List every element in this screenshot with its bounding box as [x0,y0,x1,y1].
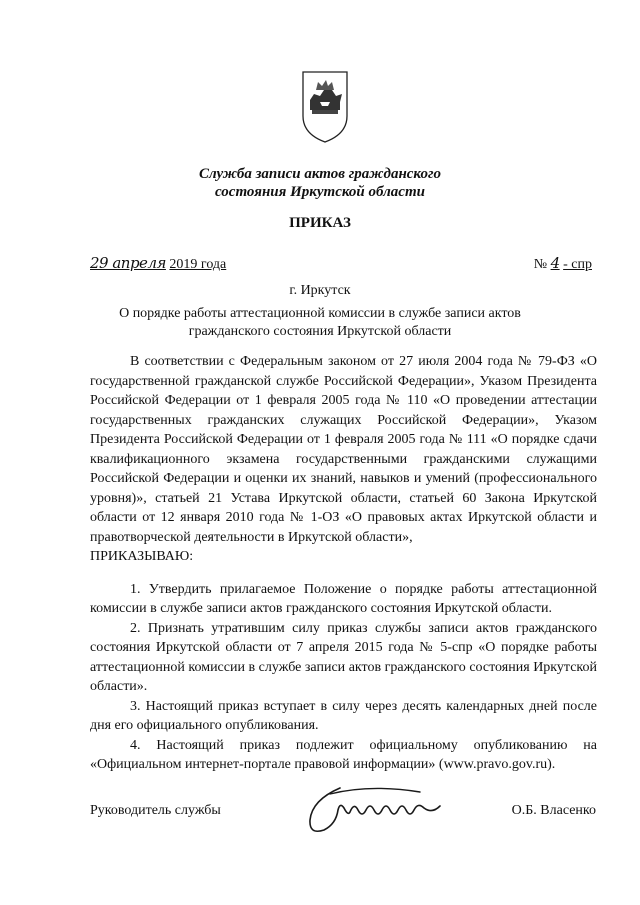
order-item-1: 1. Утвердить прилагаемое Положение о порядке работы аттестационной комиссии в службе записи актов гражданского состояния Иркутской области. [90,581,597,616]
handwritten-signature [300,780,475,840]
order-word: ПРИКАЗЫВАЮ: [90,549,194,564]
subject-line2: гражданского состояния Иркутской области [188,324,452,339]
signer-name: О.Б. Власенко [511,803,596,818]
document-body [90,352,597,775]
number-prefix: № [533,257,548,272]
signer-role: Руководитель службы [90,803,221,818]
handwritten-date: 29 апреля [90,254,166,272]
order-item-3: 3. Настоящий приказ вступает в силу через десять календарных дней после дня его официального опубликования. [90,698,597,733]
preamble: В соответствии с Федеральным законом от 27 июля 2004 года № 79-ФЗ «О государственной гражданской службе Российской Федерации», Указом Президента Российской Федерации от 1 февраля 2005 года № 110 «О проведении аттестации государственных гражданских служащих Российской Федерации», Указом Президента Российской Федерации от 1 февраля 2005 года № 111 «О порядке сдачи квалификационного экзамена государственными гражданскими служащими Российской Федерации и оценки их знаний, навыков и умений (профессионального уровня)», статьей 21 Устава Иркутской области, статьей 60 Закона Иркутской области от 12 января 2010 года № 1-ОЗ «О правовых актах Иркутской области и правотворческой деятельности в Иркутской области», [90,354,597,545]
order-item-2: 2. Признать утратившим силу приказ службы записи актов гражданского состояния Иркутской области от 7 апреля 2015 года № 5-спр «О порядке работы аттестационной комиссии в службе записи актов гражданского состояния Иркутской области». [90,620,597,694]
organization-name-line1: Служба записи актов гражданского [198,166,442,182]
document-number [534,254,592,273]
order-item-4: 4. Настоящий приказ подлежит официальному опубликованию на «Официальном интернет-портале правовой информации» (www.pravo.gov.ru). [90,737,597,772]
subject-line1: О порядке работы аттестационной комиссии в службе записи актов [119,306,521,321]
number-suffix: - спр [563,257,592,272]
handwritten-number: 4 [550,254,560,272]
organization-name-line2: состояния Иркутской области [215,184,425,200]
document-date [90,254,226,273]
coat-of-arms-icon [300,66,350,144]
city: г. Иркутск [289,283,351,298]
document-year: 2019 года [169,257,227,272]
document-title: ПРИКАЗ [289,215,351,231]
